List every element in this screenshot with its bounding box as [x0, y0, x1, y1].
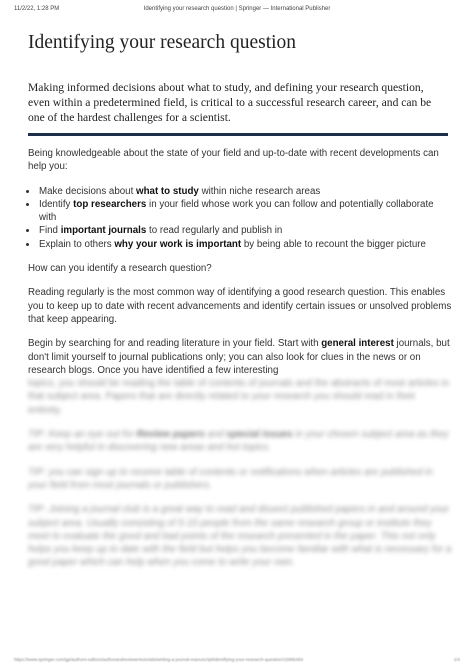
- article-lead: Making informed decisions about what to study, and defining your research question, even within a predetermined field, is critical to a successful research career, and can be one of the hardest challenges for a scientist.: [28, 81, 432, 124]
- tip-review-papers: TIP: Keep an eye out for Review papers and special issues in your chosen subject area as they are very helpful in discovering new areas and hot topics.: [28, 429, 449, 454]
- article-body: [28, 147, 452, 581]
- list-item: • Make decisions about what to study within niche research areas: [38, 185, 452, 198]
- list-item: • Explain to others why your work is important by being able to recount the bigger picture: [38, 238, 452, 251]
- intro-paragraph: Being knowledgeable about the state of your field and up-to-date with recent developments can help you:: [28, 148, 439, 173]
- list-item: • Find important journals to read regularly and publish in: [38, 224, 452, 237]
- blurred-continuation: topics, you should be reading the table of contents of journals and the abstracts of most articles in that subject area. Papers that are directly related to your research you should read in their entirety.: [28, 378, 450, 416]
- tip-notifications: TIP: you can sign up to receive table of contents or notifications when articles are published in your field from most journals or publishers.: [28, 466, 433, 491]
- blurred-preview: [28, 377, 452, 570]
- benefits-list: [28, 185, 452, 251]
- reading-paragraph: Reading regularly is the most common way of identifying a good research question. This enables you to keep up to date with recent advancements and identify certain issues or unsolved problems that keep appearing.: [28, 287, 452, 325]
- print-page-number: 1/4: [453, 657, 460, 662]
- begin-paragraph: Begin by searching for and reading literature in your field. Start with general interest journals, but don't limit yourself to journal publications only; you can also look for clues in the news or on research blogs. Once you have identified a few interesting: [28, 338, 450, 376]
- article-title: Identifying your research question: [28, 32, 297, 53]
- print-url: https://www.springer.com/gp/authors-editors/authorandreviewertutorials/writing-a-journal-manuscript/identifying-your-research-question/15986484: [14, 657, 304, 662]
- tip-journal-club: TIP: Joining a journal club is a great way to read and dissect published papers in and around your subject area. Usually consisting of 5-10 people from the same research group or institute they meet to evaluate the good and bad points of the research presented in the paper. This not only helps you keep up to date with the field but helps you become familiar with what is necessary for a good paper which can help when you come to write your own.: [28, 504, 452, 569]
- lead-divider: [28, 133, 448, 136]
- print-page-title: Identifying your research question | Springer — International Publisher: [143, 6, 331, 12]
- list-item: • Identify top researchers in your field whose work you can follow and potentially collaborate with: [38, 198, 452, 225]
- print-date: 11/2/22, 1:28 PM: [14, 6, 60, 12]
- section-question: How can you identify a research question?: [28, 263, 212, 275]
- print-footer: [0, 655, 474, 667]
- print-header: [0, 0, 474, 16]
